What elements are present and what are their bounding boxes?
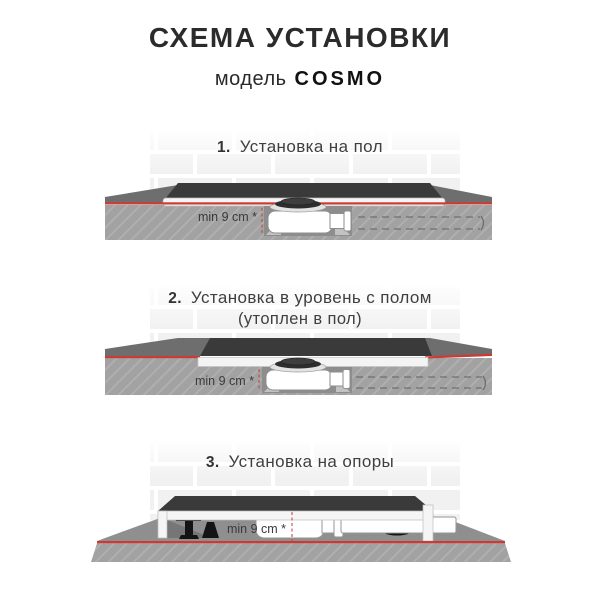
section-2-heading: [0, 288, 600, 329]
section-1-heading: [0, 137, 600, 157]
model-subtitle: [0, 68, 600, 91]
red-level-line: [97, 541, 505, 543]
section-3-title: Установка на опоры: [228, 452, 395, 471]
section-2-subtitle: (утоплен в пол): [238, 310, 362, 328]
section-1-number: 1.: [217, 139, 231, 156]
section-3-number: 3.: [205, 454, 220, 471]
shower-tray-top: [200, 338, 432, 356]
page-title: СХЕМА УСТАНОВКИ: [148, 22, 452, 53]
min-depth-label: min 9 cm *: [197, 210, 257, 224]
section-1-title: Установка на пол: [239, 137, 383, 156]
section-2-number: 2.: [168, 290, 182, 307]
model-name: COSMO: [294, 68, 386, 90]
shower-tray-front-edge: [158, 511, 433, 520]
section-floor-installation: [0, 128, 600, 253]
floor-slab: [91, 543, 511, 562]
section-supports-installation: [0, 440, 600, 600]
tray-right-skirt: [423, 505, 433, 541]
min-depth-label: min 9 cm *: [194, 374, 254, 388]
min-depth-label: min 9 cm *: [226, 522, 286, 536]
section-2-title: Установка в уровень с полом: [190, 288, 432, 307]
shower-tray-top: [165, 183, 443, 199]
header: [0, 22, 600, 91]
tray-left-skirt: [158, 511, 167, 538]
section-3-heading: [0, 452, 600, 472]
shower-tray-top: [158, 496, 433, 511]
red-level-line-left: [105, 356, 200, 358]
model-label: модель: [214, 68, 287, 90]
section-flush-installation: [0, 283, 600, 413]
